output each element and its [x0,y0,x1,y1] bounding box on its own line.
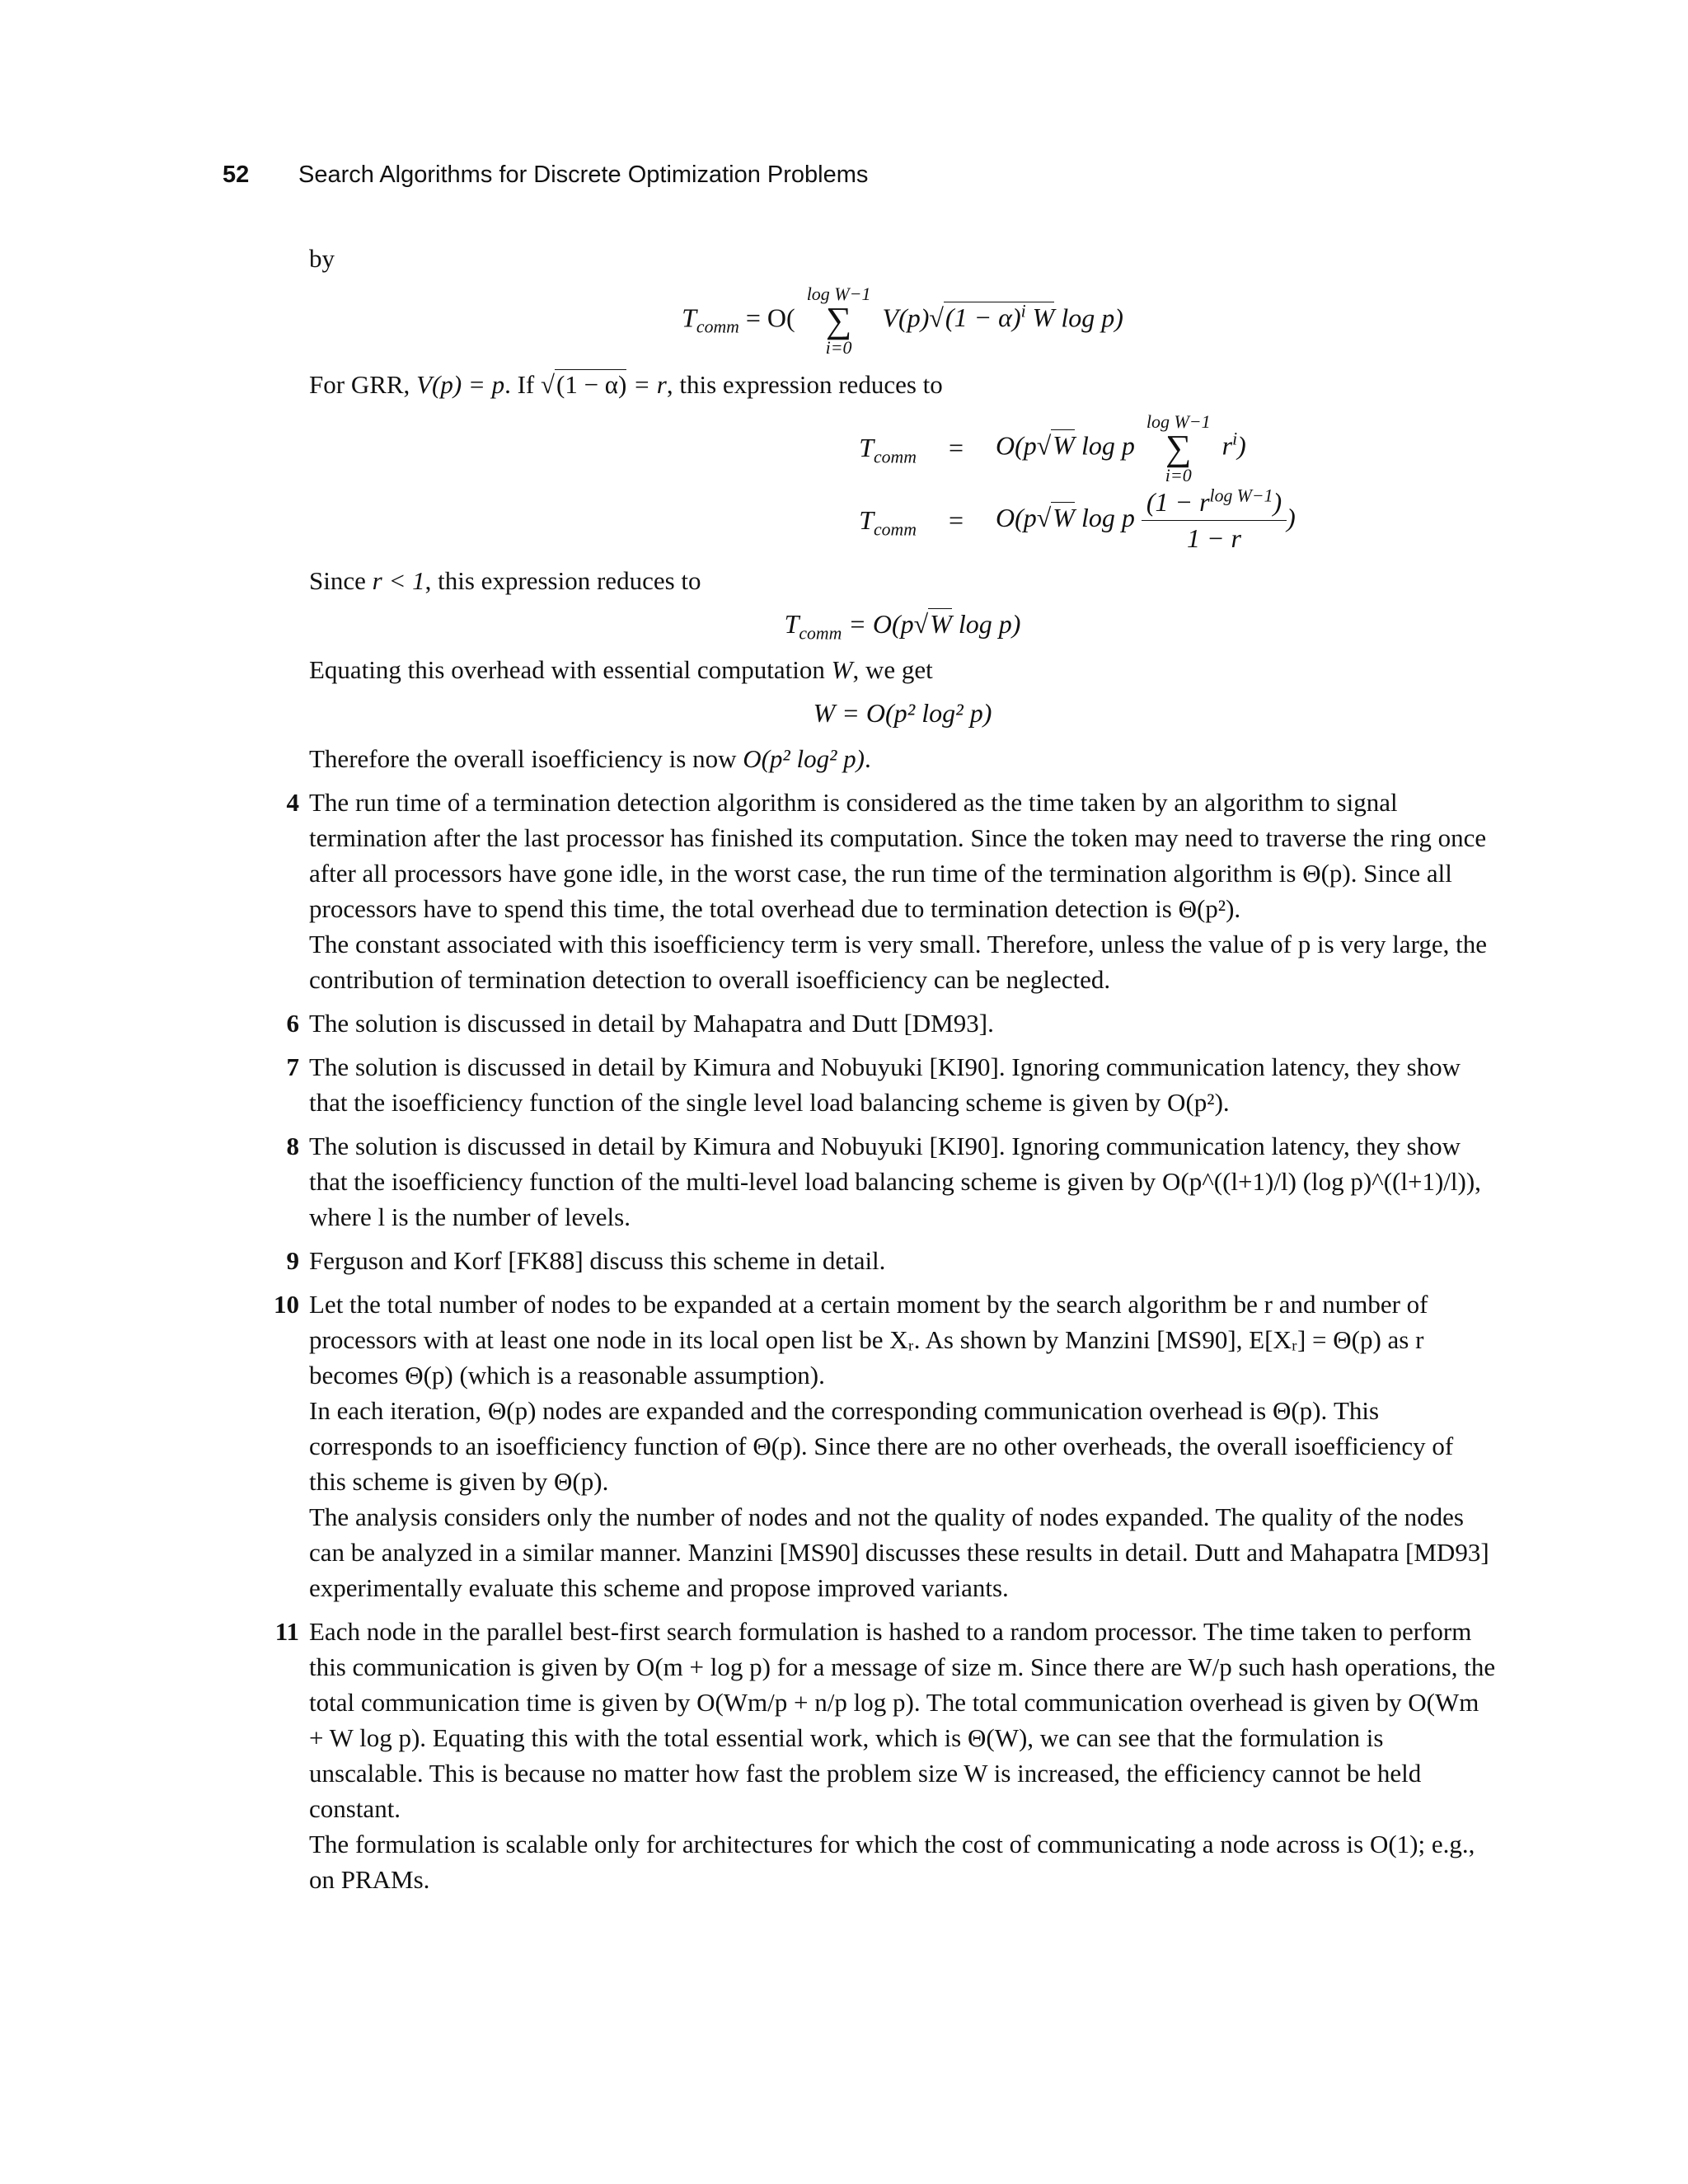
answer-item [286,1243,1496,1278]
answer-item [286,1005,1496,1041]
answer-item [274,1286,1496,1605]
item-paragraph: The analysis considers only the number of nodes and not the quality of nodes expanded. The quality of the nodes can be analyzed in a similar manner. Manzini [MS90] discusses these results in detail. Dutt and Mahapatra [MD93] experimentally evaluate this scheme and propose improved variants. [309,1502,1489,1602]
running-title: Search Algorithms for Discrete Optimization Problems [298,162,869,188]
item-number: 7 [286,1052,299,1081]
item-paragraph: In each iteration, Θ(p) nodes are expanded and the corresponding communication overhead is Θ(p). This corresponds to an isoefficiency function of Θ(p). Since there are no other overheads, the overall isoefficiency of this scheme is given by Θ(p). [309,1395,1454,1496]
running-head [223,162,868,189]
item-paragraph: The run time of a termination detection algorithm is considered as the time taken by an algorithm to signal termination after the last processor has finished its computation. Since the token may need to traverse the ring once after all processors have gone idle, in the worst case, the run time of the termination algorithm is Θ(p). Since all processors have to spend this time, the total overhead due to termination detection is Θ(p²). [309,787,1487,923]
since-paragraph: Since r < 1, this expression reduces to [309,565,701,595]
equation-5: W = O(p² log² p) [813,697,992,728]
answer-item [274,1614,1496,1897]
cont-by: by [309,244,335,273]
equation-4: $T_{comm} = O(p√W$ log p) [784,608,1021,644]
page-body [274,241,1496,1897]
grr-paragraph: For GRR, V(p) = p. If √(1 − α) = r, this expression reduces to [309,369,943,399]
item-paragraph: The solution is discussed in detail by Mahapatra and Dutt [DM93]. [309,1008,994,1038]
eq3-rel: = [948,504,964,535]
eq3-lhs: $T_{comm}$ [859,504,917,540]
answer-item [286,1049,1496,1120]
item-paragraph: The formulation is scalable only for architectures for which the cost of communicating a node across is O(1); e.g., on PRAMs. [309,1829,1475,1894]
eq2-lhs: $T_{comm}$ [859,433,917,467]
item-number: 6 [286,1008,299,1038]
item-paragraph: Let the total number of nodes to be expanded at a certain moment by the search algorithm be r and number of processors with at least one node in its local open list be Xᵣ. As shown by Manzini [MS90], E[Xᵣ] = Θ(p) as r becomes Θ(p) (which is a reasonable assumption). [309,1289,1428,1390]
item-paragraph: The solution is discussed in detail by Kimura and Nobuyuki [KI90]. Ignoring communication latency, they show that the isoefficiency function of the multi-level load balancing scheme is given by O(p^((l+1)/l) (log p)^((l+1)/l)), where l is the number of levels. [309,1131,1481,1231]
item-number: 4 [286,787,299,817]
equating-paragraph: Equating this overhead with essential computation W, we get [309,654,933,684]
eq2-rel: = [948,433,964,463]
item-paragraph: Ferguson and Korf [FK88] discuss this scheme in detail. [309,1245,886,1275]
equation-1: $T_{comm} = O$( log W−1 ∑ i=0 $V(p)√(1 - \alpha)^i$ W log p) [682,284,1123,358]
item-number: 11 [274,1616,299,1646]
sum-operator: log W−1 ∑ i=0 [806,284,871,358]
equation-aligned [659,412,1496,556]
page-number: 52 [223,162,250,188]
item-number: 8 [286,1131,299,1160]
therefore-paragraph: Therefore the overall isoefficiency is now O(p² log² p). [309,743,871,773]
eq2-rhs: O(p√W log p log W−1 ∑ i=0 $r^i$) [995,410,1246,485]
answer-item [286,785,1496,997]
answer-item [286,1128,1496,1235]
item-number: 10 [274,1289,299,1319]
item-paragraph: The solution is discussed in detail by Kimura and Nobuyuki [KI90]. Ignoring communication latency, they show that the isoefficiency function of the single level load balancing scheme is given by O(p²). [309,1052,1461,1117]
fraction: $\frac{(1 - r^{log W-1})}{1 - r}$ [1142,485,1287,556]
item-paragraph: The constant associated with this isoefficiency term is very small. Therefore, unless the value of p is very large, the contribution of termination detection to overall isoefficiency can be neglected. [309,929,1488,994]
eq3-rhs: O(p√W log p $\frac{(1 - r^{log W-1})}{1 - r}$ ) [996,485,1496,556]
item-paragraph: Each node in the parallel best-first search formulation is hashed to a random processor. The time taken to perform this communication is given by O(m + log p) for a message of size m. Since there are W/p such hash operations, the total communication time is given by O(Wm/p + n/p log p). The total communication overhead is given by O(Wm + W log p). Equating this with the total essential work, which is Θ(W), we can see that the formulation is unscalable. This is because no matter how fast the problem size W is increased, the efficiency cannot be held constant. [309,1616,1496,1823]
item-number: 9 [286,1245,299,1275]
